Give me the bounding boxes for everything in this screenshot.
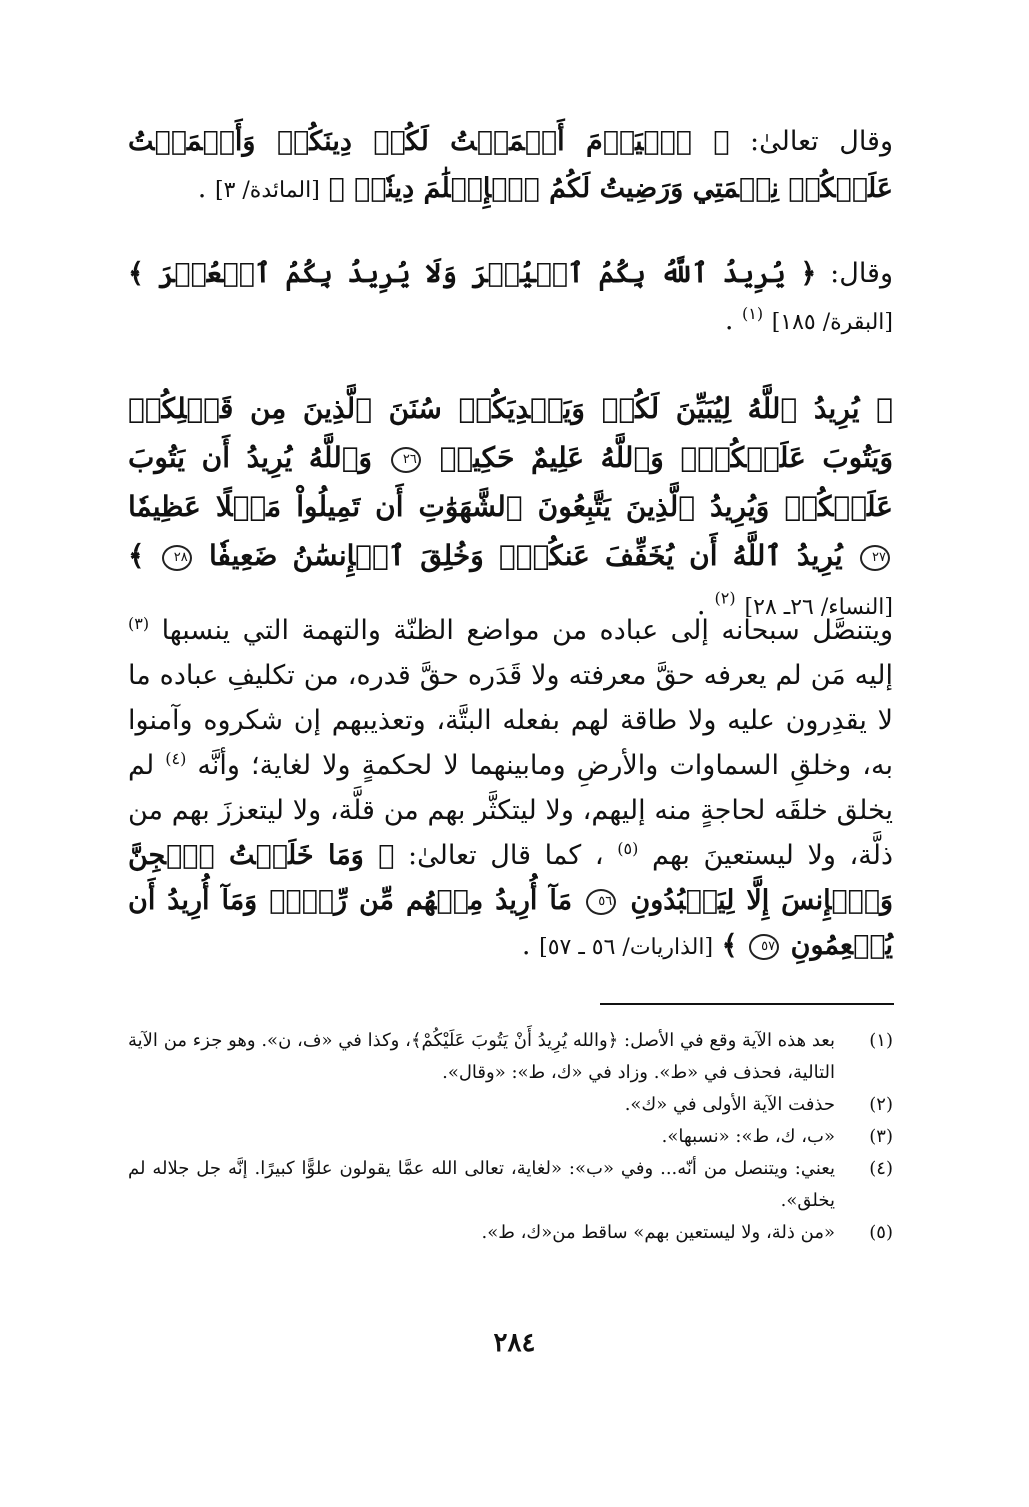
body-text: إليه مَن لم يعرفه حقَّ معرفته ولا قَدَره حقَّ قدره، من تكليفِ عباده ما لا يقدِرون عليه ولا طاقة لهم بفعله البتَّة، وتعذيبهم إن شكروه وآمنوا به، وخلقِ السماوات والأرضِ ومابينهما لا لحكمةٍ ولا لغاية؛ وأنَّه (128, 660, 893, 781)
footnotes (128, 1025, 893, 1249)
verse-reference: [الذاريات/ ٥٦ ـ ٥٧] (539, 935, 714, 960)
footnote (128, 1121, 893, 1153)
footnote (128, 1217, 893, 1249)
paragraph-end: . (197, 173, 207, 204)
body-text: ويتنصَّل سبحانه إلى عباده من مواضع الظنّة والتهمة التي ينسبها (161, 615, 893, 646)
ayah-number-mark: ٢٦ (391, 447, 421, 473)
body-text: لم يخلق خلقَه لحاجةٍ منه إليهم، ولا ليتكثَّر بهم من قلَّة، ولا ليتعززَ بهم من ذلَّة، ولا ليستعينَ بهم (128, 750, 893, 871)
footnote-number: (١) (869, 1030, 893, 1051)
footnote-text: حذفت الآية الأولى في «ك». (624, 1094, 835, 1115)
footnote (128, 1025, 893, 1089)
paragraph-main-text (128, 608, 893, 970)
quran-verse: ﴿ يُرِيدُ ٱللَّهُ بِكُمُ ٱلۡيُسۡرَ وَلَا يُرِيدُ بِكُمُ ٱلۡعُسۡرَ ﴾ (128, 258, 817, 289)
footnote (128, 1089, 893, 1121)
verse-reference: [المائدة/ ٣] (214, 178, 320, 203)
quran-verse: ﴿ ٱلۡيَوۡمَ أَكۡمَلۡتُ لَكُمۡ دِينَكُمۡ وَأَتۡمَمۡتُ عَلَيۡكُمۡ نِعۡمَتِي وَرَضِيتُ لَكُمُ ٱلۡإِسۡلَٰمَ دِينٗاۚ ﴾ (128, 126, 893, 204)
verse-close-bracket: ﴾ (128, 539, 145, 572)
footnote-number: (٥) (869, 1222, 893, 1243)
quran-verse: وَٱللَّهُ يُرِيدُ أَن يَتُوبَ عَلَيۡكُمۡ وَيُرِيدُ ٱلَّذِينَ يَتَّبِعُونَ ٱلشَّهَوَٰتِ أَن تَمِيلُواْ مَيۡلًا عَظِيمٗا (128, 441, 893, 523)
ayah-number-mark: ٢٧ (860, 545, 890, 571)
ayah-number-mark: ٥٧ (749, 934, 779, 960)
verse-reference: [النساء/ ٢٦ـ ٢٨] (744, 595, 893, 620)
quran-verse: ﴿ وَمَا خَلَقۡتُ ٱلۡجِنَّ وَٱلۡإِنسَ إِلَّا لِيَعۡبُدُونِ (128, 840, 893, 916)
quran-verse: يُرِيدُ ٱللَّهُ أَن يُخَفِّفَ عَنكُمۡۚ وَخُلِقَ ٱلۡإِنسَٰنُ ضَعِيفٗا (208, 539, 843, 572)
footnote-marker: (٣) (128, 614, 150, 633)
footnote-text: بعد هذه الآية وقع في الأصل: ﴿والله يُرِيدُ أَنْ يَتُوبَ عَلَيْكُمْ﴾، وكذا في «ف، ن». وهو جزء من الآية التالية، فحذف في «ط». وزاد في «ك، ط»: «وقال». (128, 1030, 835, 1083)
quran-verse: مَآ أُرِيدُ مِنۡهُم مِّن رِّزۡقٖ وَمَآ أُرِيدُ أَن يُطۡعِمُونِ (128, 885, 893, 961)
footnote-text: «من ذلة، ولا ليستعين بهم» ساقط من«ك، ط». (481, 1222, 835, 1243)
ayah-number-mark: ٢٨ (162, 545, 192, 571)
paragraph-end: . (724, 305, 734, 336)
paragraph-baqarah-verse (128, 250, 893, 346)
footnote-text: يعني: ويتنصل من أنّه... وفي «ب»: «لغاية، تعالى الله عمَّا يقولون علوًّا كبيرًا. إنَّه جل جلاله لم يخلق». (128, 1158, 835, 1211)
paragraph-intro: وقال: (816, 258, 893, 289)
quran-verse: ﴿ يُرِيدُ ٱللَّهُ لِيُبَيِّنَ لَكُمۡ وَيَهۡدِيَكُمۡ سُنَنَ ٱلَّذِينَ مِن قَبۡلِكُمۡ وَيَتُوبَ عَلَيۡكُمۡۗ وَٱللَّهُ عَلِيمٌ حَكِيمٞ (128, 392, 893, 474)
paragraph-end: . (696, 588, 706, 621)
footnote-marker: (١) (742, 304, 764, 323)
ayah-number-mark: ٥٦ (586, 889, 616, 915)
verse-reference: [البقرة/ ١٨٥] (771, 310, 893, 335)
body-text: ، كما قال تعالىٰ: (394, 840, 604, 871)
page-number: ٢٨٤ (493, 1328, 536, 1358)
footnote-marker: (٥) (617, 839, 639, 858)
paragraph-intro: وقال تعالىٰ: (729, 126, 893, 157)
footnote-number: (٣) (869, 1126, 893, 1147)
paragraph-end: . (521, 930, 531, 961)
footnote-number: (٤) (869, 1158, 893, 1179)
paragraph-maidah-verse (128, 118, 893, 214)
verse-close-bracket: ﴾ (721, 930, 738, 961)
footnote-number: (٢) (869, 1094, 893, 1115)
footnote-text: «ب، ك، ط»: «نسبها». (661, 1126, 835, 1147)
footnote (128, 1153, 893, 1217)
footnote-marker: (٢) (714, 588, 736, 608)
footnote-divider (600, 1003, 894, 1005)
footnote-marker: (٤) (165, 749, 187, 768)
paragraph-nisa-verses (128, 384, 893, 632)
